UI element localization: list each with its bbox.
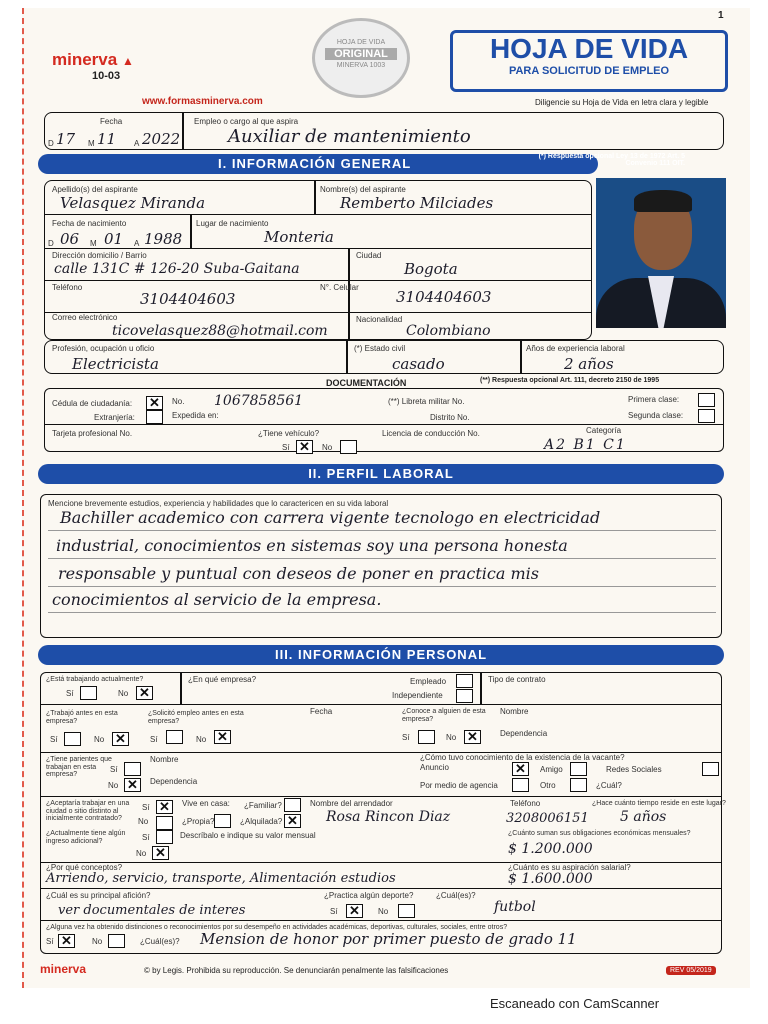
- primera-clase-checkbox[interactable]: [698, 393, 715, 407]
- familiar-checkbox[interactable]: [284, 798, 301, 812]
- fnac-day[interactable]: 06: [60, 230, 80, 248]
- fecha-year[interactable]: 2022: [142, 130, 181, 148]
- instruction: Diligencie su Hoja de Vida en letra clara y legible: [535, 98, 709, 107]
- agencia-checkbox[interactable]: [512, 778, 529, 792]
- cargo-value[interactable]: Auxiliar de mantenimiento: [228, 126, 471, 147]
- ingreso-si-checkbox[interactable]: [156, 830, 173, 844]
- deporte-no-checkbox[interactable]: [398, 904, 415, 918]
- cedula-value[interactable]: 1067858561: [214, 393, 304, 409]
- independiente-checkbox[interactable]: [456, 689, 473, 703]
- ext-checkbox[interactable]: [146, 410, 163, 424]
- experiencia-value[interactable]: 2 años: [564, 355, 614, 373]
- otro-checkbox[interactable]: [570, 778, 587, 792]
- footer-logo: minerva: [40, 962, 87, 976]
- section-general-note: (*) Respuesta opcional Ley 13 de 1972 Art. 5 Convenio 111 OIT.: [538, 153, 685, 167]
- antes-si-checkbox[interactable]: [64, 732, 81, 746]
- perfil-line-2[interactable]: industrial, conocimientos en sistemas soy una persona honesta: [56, 536, 568, 555]
- categoria-value[interactable]: A2 B1 C1: [544, 437, 627, 453]
- solicito-si-checkbox[interactable]: [166, 730, 183, 744]
- doc-title: DOCUMENTACIÓN: [326, 378, 407, 388]
- obligaciones-value[interactable]: $ 1.200.000: [508, 841, 593, 857]
- celular-value[interactable]: 3104404603: [396, 288, 492, 306]
- premio-no-checkbox[interactable]: [108, 934, 125, 948]
- aceptaria-si-checkbox[interactable]: ✕: [156, 800, 173, 814]
- brand-url: www.formasminerva.com: [142, 96, 263, 107]
- direccion-value[interactable]: calle 131C # 126-20 Suba-Gaitana: [54, 261, 300, 277]
- conceptos-value[interactable]: Arriendo, servicio, transporte, Alimentación estudios: [46, 871, 396, 886]
- scanner-watermark: Escaneado con CamScanner: [490, 996, 660, 1011]
- ciudad-value[interactable]: Bogota: [404, 260, 458, 278]
- photo-hair: [634, 190, 692, 212]
- copyright: © by Legis. Prohibida su reproducción. Se denunciarán penalmente las falsificaciones: [144, 966, 449, 975]
- fecha-day[interactable]: 17: [56, 130, 76, 148]
- solicito-no-checkbox[interactable]: ✕: [214, 730, 231, 744]
- vehiculo-si-checkbox[interactable]: ✕: [296, 440, 313, 454]
- brand-code: 10-03: [92, 70, 121, 82]
- form-title: HOJA DE VIDA: [489, 33, 689, 64]
- revision-badge: REV 05/2019: [666, 966, 716, 975]
- apellidos-value[interactable]: Velasquez Miranda: [60, 194, 206, 212]
- tiempo-value[interactable]: 5 años: [620, 809, 667, 825]
- original-seal: [312, 18, 410, 98]
- segunda-clase-checkbox[interactable]: [698, 409, 715, 423]
- deporte-value[interactable]: futbol: [494, 899, 536, 915]
- conoce-si-checkbox[interactable]: [418, 730, 435, 744]
- premio-si-checkbox[interactable]: ✕: [58, 934, 75, 948]
- trabaja-no-checkbox[interactable]: ✕: [136, 686, 153, 700]
- trabaja-si-checkbox[interactable]: [80, 686, 97, 700]
- fecha-month[interactable]: 11: [97, 130, 117, 148]
- empleado-checkbox[interactable]: [456, 674, 473, 688]
- aspiracion-value[interactable]: $ 1.600.000: [508, 871, 593, 887]
- lugar-value[interactable]: Monteria: [264, 228, 334, 246]
- profesion-value[interactable]: Electricista: [72, 355, 159, 373]
- logo-icon: ▲: [121, 54, 134, 68]
- correo-value[interactable]: ticovelasquez88@hotmail.com: [112, 323, 328, 339]
- brand-name: minerva: [52, 50, 118, 69]
- page-number: 1: [718, 10, 724, 21]
- perfil-line-4[interactable]: conocimientos al servicio de la empresa.: [52, 590, 382, 609]
- fnac-year[interactable]: 1988: [144, 230, 183, 248]
- antes-no-checkbox[interactable]: ✕: [112, 732, 129, 746]
- title-box: [450, 30, 728, 92]
- telefono-value[interactable]: 3104404603: [140, 290, 236, 308]
- propia-checkbox[interactable]: [214, 814, 231, 828]
- perfil-line-1[interactable]: Bachiller academico con carrera vigente tecnologo en electricidad: [60, 508, 601, 527]
- premio-value[interactable]: Mension de honor por primer puesto de grado 11: [200, 930, 577, 948]
- fecha-label: Fecha: [100, 117, 123, 126]
- nombres-value[interactable]: Remberto Milciades: [340, 194, 494, 212]
- section-perfil: II. PERFIL LABORAL: [38, 464, 724, 484]
- form-subtitle: PARA SOLICITUD DE EMPLEO: [508, 65, 670, 77]
- brand-logo: [52, 50, 134, 70]
- section-personal: III. INFORMACIÓN PERSONAL: [38, 645, 724, 665]
- aficion-value[interactable]: ver documentales de interes: [58, 903, 246, 918]
- anuncio-checkbox[interactable]: ✕: [512, 762, 529, 776]
- section-general: I. INFORMACIÓN GENERAL: [38, 154, 598, 174]
- arrendador-value[interactable]: Rosa Rincon Diaz: [326, 809, 451, 825]
- estado-civil-value[interactable]: casado: [392, 355, 445, 373]
- ingreso-no-checkbox[interactable]: ✕: [152, 846, 169, 860]
- doc-note: (**) Respuesta opcional Art. 111, decreto 2150 de 1995: [480, 377, 660, 384]
- alquilada-checkbox[interactable]: ✕: [284, 814, 301, 828]
- cargo-label: Empleo o cargo al que aspira: [194, 117, 299, 126]
- cc-checkbox[interactable]: ✕: [146, 396, 163, 410]
- arrendador-tel-value[interactable]: 3208006151: [506, 811, 589, 826]
- fnac-month[interactable]: 01: [104, 230, 124, 248]
- vehiculo-no-checkbox[interactable]: [340, 440, 357, 454]
- aceptaria-no-checkbox[interactable]: [156, 816, 173, 830]
- parientes-si-checkbox[interactable]: [124, 762, 141, 776]
- amigo-checkbox[interactable]: [570, 762, 587, 776]
- seal-middle: ORIGINAL: [325, 48, 397, 60]
- conoce-no-checkbox[interactable]: ✕: [464, 730, 481, 744]
- photo: [596, 178, 726, 328]
- parientes-no-checkbox[interactable]: ✕: [124, 778, 141, 792]
- deporte-si-checkbox[interactable]: ✕: [346, 904, 363, 918]
- seal-bottom: MINERVA 1003: [336, 62, 386, 69]
- perfil-line-3[interactable]: responsable y puntual con deseos de poner en practica mis: [58, 564, 539, 583]
- redes-checkbox[interactable]: [702, 762, 719, 776]
- seal-top: HOJA DE VIDA: [336, 39, 386, 46]
- nacionalidad-value[interactable]: Colombiano: [406, 323, 491, 339]
